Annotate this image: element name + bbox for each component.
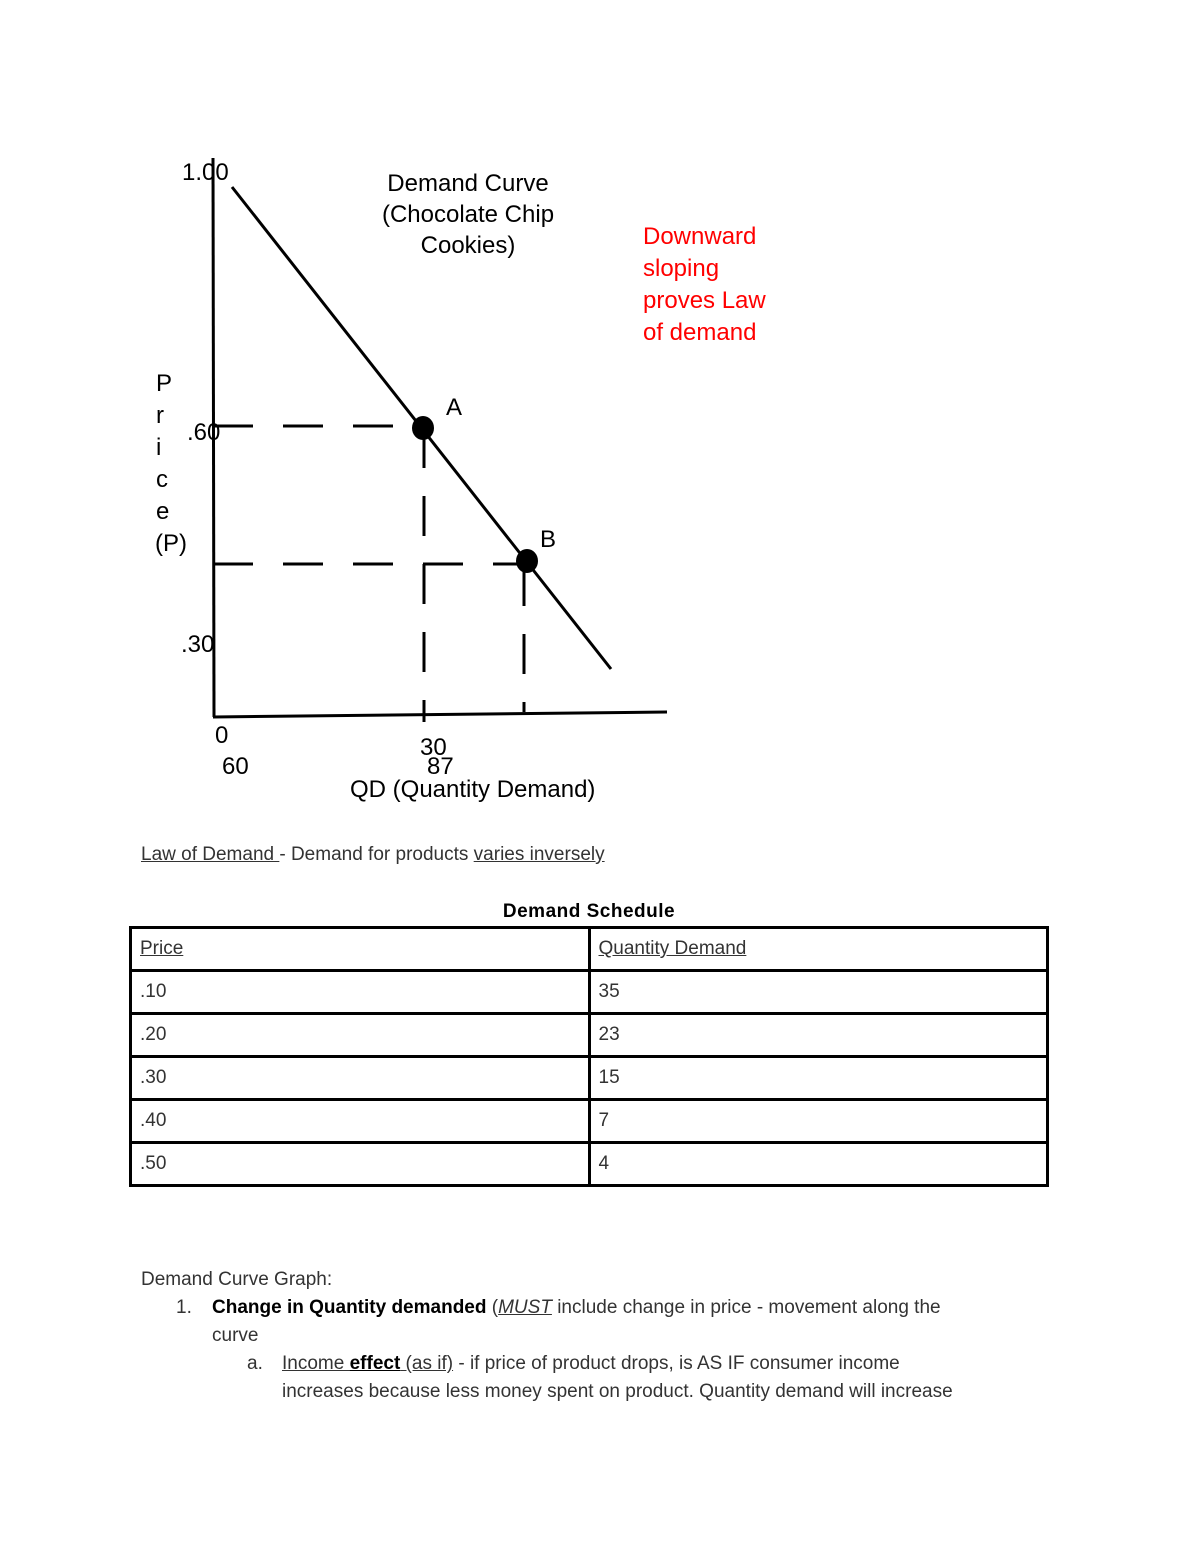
item-bold-term: Change in Quantity demanded <box>212 1297 487 1318</box>
list-number: 1. <box>176 1297 192 1318</box>
x-axis <box>213 712 667 717</box>
demand-schedule-table <box>129 926 1049 1187</box>
y-tick-label: .60 <box>187 419 221 446</box>
x-tick-label: 30 <box>420 734 447 761</box>
table-row <box>131 1014 1048 1057</box>
chart-title-line: (Chocolate Chip <box>381 201 555 228</box>
price-cell: .10 <box>131 971 590 1014</box>
y-axis-letter: i <box>156 434 162 461</box>
y-axis-letter: r <box>156 402 164 429</box>
chart-title-line: Cookies) <box>420 232 516 259</box>
y-tick-label: 1.00 <box>182 159 229 186</box>
quantity-cell: 15 <box>589 1057 1048 1100</box>
list-letter: a. <box>247 1353 263 1374</box>
table-row <box>131 971 1048 1014</box>
law-of-demand-definition <box>141 844 605 866</box>
quantity-cell: 4 <box>589 1143 1048 1186</box>
x-tick-label: 87 <box>427 753 454 780</box>
annotation-line: Downward <box>643 223 757 250</box>
quantity-cell: 23 <box>589 1014 1048 1057</box>
y-axis-letter: c <box>156 466 168 493</box>
subitem-term-b: effect <box>349 1353 401 1374</box>
price-cell: .50 <box>131 1143 590 1186</box>
subitem-rest: - if price of product drops, is AS IF consumer income <box>453 1353 900 1374</box>
y-axis-letter: e <box>156 498 170 525</box>
notes-section <box>141 1266 953 1406</box>
subitem-term-c: (as if) <box>400 1353 454 1374</box>
quantity-cell: 35 <box>589 971 1048 1014</box>
list-subitem-continuation: increases because less money spent on product. Quantity demand will increase <box>282 1381 953 1402</box>
annotation-line: of demand <box>643 319 757 346</box>
subitem-term-a: Income <box>282 1353 350 1374</box>
annotation-line: sloping <box>643 255 720 282</box>
y-axis-letter: P <box>156 370 173 397</box>
chart-title-line: Demand Curve <box>387 170 549 197</box>
point-b-marker <box>516 549 538 573</box>
list-item-continuation: curve <box>212 1325 259 1346</box>
table-header-row <box>131 928 1048 971</box>
list-subitem <box>141 1350 953 1378</box>
annotation-line: proves Law <box>643 287 766 314</box>
table-row <box>131 1057 1048 1100</box>
item-rest: include change in price - movement along the <box>551 1297 941 1318</box>
item-paren: ( <box>486 1297 499 1318</box>
law-separator: - Demand for products <box>279 844 474 865</box>
price-cell: .40 <box>131 1100 590 1143</box>
y-axis-letter: (P) <box>155 530 187 557</box>
chart-title <box>348 168 588 261</box>
x-tick-label: 0 <box>215 722 229 749</box>
point-a-label: A <box>446 394 463 421</box>
y-tick-label: .30 <box>181 631 215 658</box>
chart-annotation <box>643 221 766 349</box>
y-axis-title <box>155 368 191 560</box>
price-cell: .20 <box>131 1014 590 1057</box>
point-a-marker <box>412 416 434 440</box>
x-tick-label: 60 <box>222 753 249 780</box>
price-cell: .30 <box>131 1057 590 1100</box>
law-term: Law of Demand <box>141 844 280 865</box>
item-must: MUST <box>498 1297 552 1318</box>
point-b-label: B <box>540 526 557 553</box>
list-item <box>141 1294 953 1322</box>
schedule-title: Demand Schedule <box>502 901 676 922</box>
law-phrase: varies inversely <box>473 844 605 865</box>
table-row <box>131 1143 1048 1186</box>
x-axis-title: QD (Quantity Demand) <box>350 776 596 803</box>
header-quantity: Quantity Demand <box>589 928 1048 971</box>
table-row <box>131 1100 1048 1143</box>
notes-heading: Demand Curve Graph: <box>141 1269 333 1290</box>
quantity-cell: 7 <box>589 1100 1048 1143</box>
header-price: Price <box>131 928 590 971</box>
